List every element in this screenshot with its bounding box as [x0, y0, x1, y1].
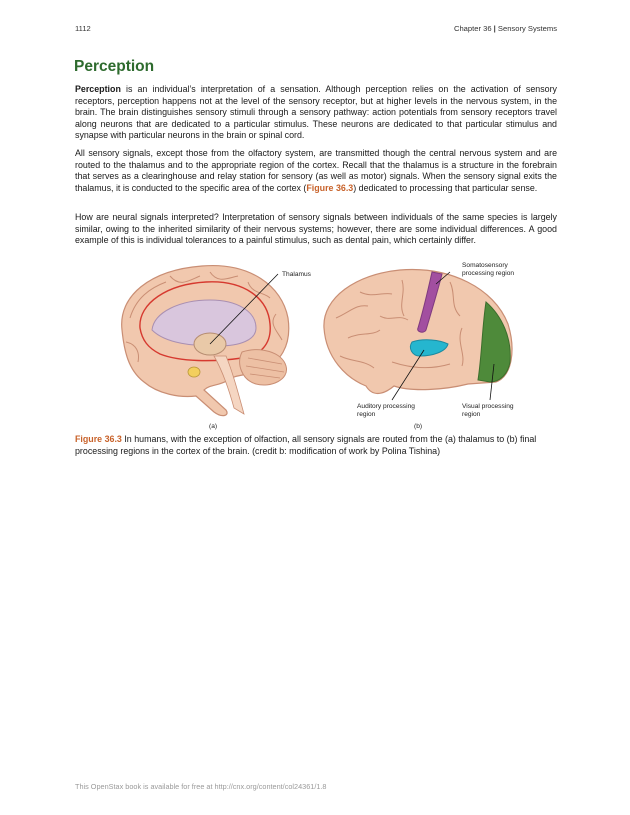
label-visual: Visual processing region — [462, 403, 514, 418]
figure-number: Figure 36.3 — [75, 434, 122, 444]
label-auditory: Auditory processing region — [357, 403, 415, 418]
brain-illustrations — [110, 258, 520, 433]
panel-label-a: (a) — [209, 423, 218, 430]
chapter-title: Sensory Systems — [497, 24, 557, 33]
caption-text: In humans, with the exception of olfaction, all sensory signals are routed from the (a) thalamus to (b) final processing regions in the cortex of the brain. (credit b: modification of work by Polina Tishina) — [75, 434, 537, 456]
page-footer: This OpenStax book is available for free at http://cnx.org/content/col24361/1.8 — [75, 782, 327, 791]
lateral-brain-illustration — [324, 270, 512, 400]
key-term: Perception — [75, 84, 121, 94]
figure-reference-link[interactable]: Figure 36.3 — [306, 182, 354, 193]
paragraph-sensory-signals — [75, 148, 557, 194]
pituitary-shape — [188, 367, 200, 377]
paragraph-text: How are neural signals interpreted? Interpretation of sensory signals between individuals of the same species is largely similar, owing to the inherited similarity of their nervous systems; however, there are some individual differences. A good example of this is individual tolerances to a painful stimulus, such as dental pain, which certainly differ. — [75, 212, 557, 246]
paragraph-text: All sensory signals, except those from the olfactory system, are transmitted though the central nervous system and are routed to the thalamus and to the appropriate region of the cortex. Recall that the thalamus is a structure in the forebrain that serves as a clearinghouse and relay station for sensory (as well as motor) signals. When the sensory signal exits the thalamus, it is conducted to the specific area of the cortex ( — [75, 148, 557, 193]
label-thalamus: Thalamus — [282, 271, 311, 278]
paragraph-text: ) dedicated to processing that particular sense. — [353, 182, 538, 193]
paragraph-interpretation — [75, 212, 557, 247]
page-header — [75, 24, 557, 36]
running-head — [454, 24, 557, 33]
header-separator: | — [491, 24, 498, 33]
figure-caption — [75, 434, 557, 457]
paragraph-text: is an individual’s interpretation of a sensation. Although perception relies on the activation of sensory receptors, perception happens not at the level of the sensory receptor, but at higher levels in the nervous system, in the brain. The brain distinguishes sensory stimuli through a sensory pathway: action potentials from sensory receptors travel along neurons that are dedicated to a particular stimulus. These neurons are dedicated to that particular stimulus and synapse with particular neurons in the brain or spinal cord. — [75, 84, 557, 141]
panel-label-b: (b) — [414, 423, 423, 430]
label-somatosensory: Somatosensory processing region — [462, 262, 515, 277]
figure-brain-diagram — [110, 258, 520, 433]
page-number: 1112 — [75, 24, 91, 33]
chapter-number: Chapter 36 — [453, 24, 492, 33]
section-title: Perception — [74, 58, 155, 75]
paragraph-perception — [75, 84, 557, 142]
sagittal-brain-illustration — [122, 266, 289, 416]
